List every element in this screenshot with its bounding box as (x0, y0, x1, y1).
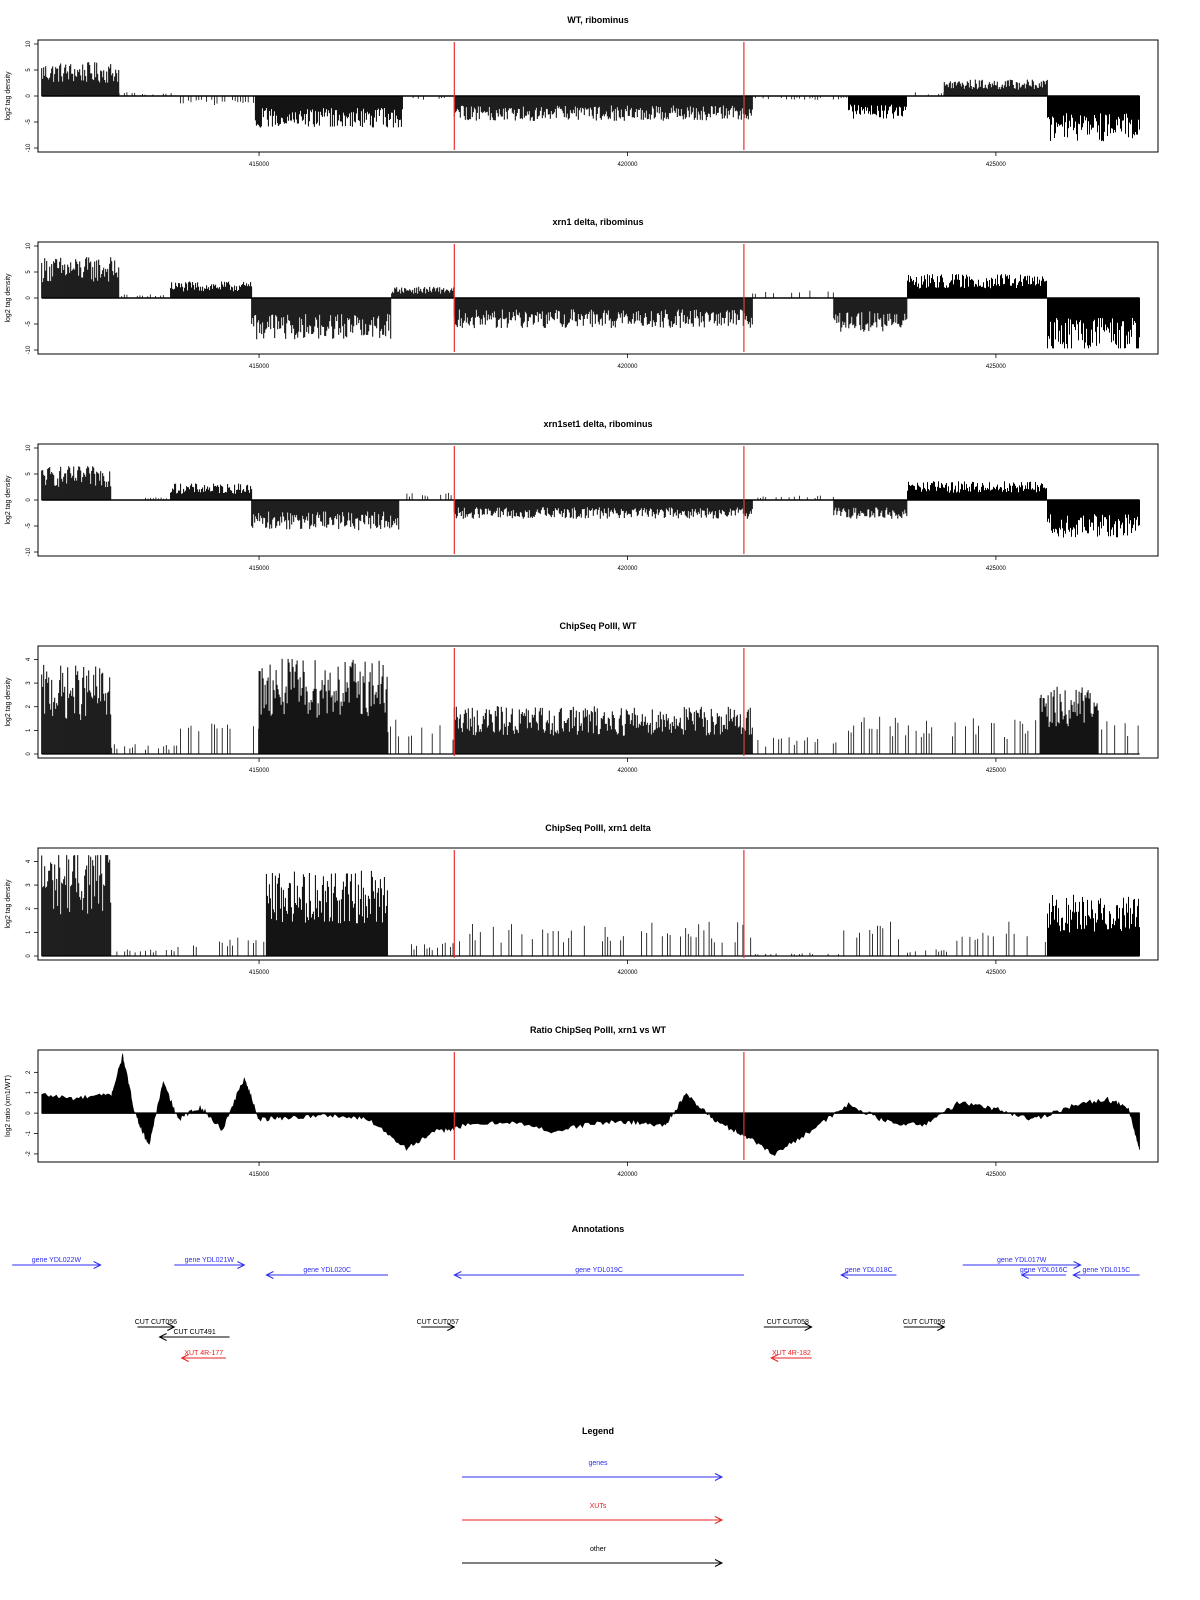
y-axis-label: log2 tag density (5, 677, 12, 727)
segment-2 (178, 938, 264, 956)
y-tick-label: 3 (26, 883, 32, 887)
feature-label: CUT CUT058 (766, 1319, 809, 1326)
segment-9 (957, 922, 1045, 956)
feature-label: CUT CUT059 (902, 1319, 946, 1326)
y-tick-label: 10 (26, 242, 32, 250)
segment-2 (171, 281, 252, 298)
y-tick-label: 2 (26, 705, 32, 709)
legend-entry-other (462, 1546, 722, 1567)
data-series (42, 659, 1138, 754)
y-tick-label: -1 (26, 1130, 32, 1137)
y-axis-label: log2 tag density (5, 475, 12, 525)
y-tick-label: 5 (26, 472, 32, 476)
x-tick-label: 415000 (249, 1172, 270, 1178)
legend-arrow (462, 1517, 722, 1524)
data-series (42, 855, 1140, 956)
x-tick-label: 415000 (249, 768, 270, 774)
feature-label: gene YDL018C (844, 1267, 893, 1274)
feature-gene (174, 1257, 244, 1269)
legend-label: genes (588, 1460, 608, 1467)
feature-xut (771, 1350, 812, 1362)
segment-10 (1048, 96, 1140, 141)
segment-7 (849, 717, 1036, 754)
segment-1 (117, 950, 174, 957)
y-tick-label: 5 (26, 68, 32, 72)
segment-9 (1048, 298, 1140, 348)
y-tick-label: 2 (26, 907, 32, 911)
feature-gene (841, 1267, 896, 1279)
x-tick-label: 420000 (617, 364, 638, 370)
plot-frame (38, 1050, 1158, 1162)
segment-5 (454, 298, 752, 328)
feature-other (417, 1319, 459, 1331)
y-tick-label: 0 (26, 1111, 32, 1115)
segment-6 (758, 737, 836, 754)
y-tick-label: -10 (26, 143, 32, 153)
x-tick-label: 420000 (617, 566, 638, 572)
segment-0 (42, 665, 111, 754)
y-tick-label: 0 (26, 752, 32, 756)
panel-title: xrn1set1 delta, ribominus (543, 419, 653, 429)
data-series (42, 1054, 1140, 1156)
x-tick-label: 420000 (617, 1172, 638, 1178)
legend-label: XUTs (589, 1503, 607, 1510)
y-tick-label: 10 (26, 444, 32, 452)
y-tick-label: 10 (26, 40, 32, 48)
y-tick-label: 4 (26, 657, 32, 662)
panel-title: xrn1 delta, ribominus (552, 217, 644, 227)
segment-8 (908, 481, 1047, 500)
panel-5 (5, 823, 1158, 976)
x-tick-label: 415000 (249, 364, 270, 370)
segment-0 (42, 257, 119, 298)
segment-8 (908, 274, 1047, 298)
annotations-title: Annotations (571, 1224, 625, 1234)
legend-label: other (590, 1546, 606, 1553)
panel-6 (5, 1025, 1158, 1178)
y-tick-label: -5 (26, 523, 32, 529)
x-tick-label: 425000 (985, 1172, 1006, 1178)
feature-label: CUT CUT491 (173, 1329, 216, 1336)
segment-5 (454, 500, 752, 519)
segment-4 (407, 493, 451, 500)
x-tick-label: 420000 (617, 162, 638, 168)
y-tick-label: 0 (26, 498, 32, 502)
segment-3 (252, 298, 391, 339)
legend-arrow (462, 1560, 722, 1567)
panel-title: Ratio ChipSeq PolII, xrn1 vs WT (529, 1025, 667, 1035)
segment-4 (392, 287, 454, 298)
segment-9 (1102, 721, 1138, 754)
y-tick-label: 3 (26, 681, 32, 685)
segment-0 (42, 466, 111, 500)
ratio-area (42, 1054, 1140, 1156)
feature-label: XUT 4R-182 (772, 1350, 811, 1357)
segment-2 (181, 96, 254, 105)
y-axis-label: log2 tag density (5, 273, 12, 323)
plot-frame (38, 848, 1158, 960)
segment-1 (112, 744, 177, 754)
feature-label: CUT CUT057 (416, 1319, 459, 1326)
feature-gene (12, 1257, 100, 1269)
y-tick-label: 1 (26, 728, 32, 733)
x-tick-label: 425000 (985, 970, 1006, 976)
segment-3 (252, 500, 399, 530)
feature-label: gene YDL020C (303, 1267, 352, 1274)
feature-gene (1073, 1267, 1139, 1279)
feature-gene (454, 1267, 744, 1279)
y-tick-label: 1 (26, 1091, 32, 1095)
y-axis-label: log2 tag density (5, 879, 12, 929)
segment-9 (1048, 500, 1140, 538)
feature-other (135, 1319, 177, 1331)
feature-other (903, 1319, 945, 1331)
segment-10 (1048, 895, 1140, 956)
segment-8 (908, 949, 947, 956)
feature-label: gene YDL022W (31, 1257, 82, 1264)
x-tick-label: 415000 (249, 162, 270, 168)
legend-title: Legend (581, 1426, 615, 1436)
segment-2 (181, 724, 259, 754)
legend (462, 1426, 722, 1567)
legend-entry-xut (462, 1503, 722, 1524)
y-tick-label: -5 (26, 321, 32, 327)
segment-4 (388, 720, 453, 754)
panel-2 (5, 217, 1158, 370)
feature-label: gene YDL019C (575, 1267, 623, 1274)
x-tick-label: 425000 (985, 768, 1006, 774)
feature-gene (1020, 1267, 1068, 1279)
data-series (42, 257, 1140, 348)
segment-5 (454, 706, 752, 754)
feature-label: gene YDL021W (184, 1257, 234, 1264)
y-axis-label: log2 ratio (xrn1/WT) (5, 1075, 12, 1137)
x-tick-label: 415000 (249, 970, 270, 976)
segment-7 (849, 96, 907, 119)
data-series (42, 62, 1140, 141)
segment-3 (259, 659, 387, 754)
feature-xut (182, 1350, 226, 1362)
panel-3 (5, 419, 1158, 572)
feature-other (764, 1319, 812, 1331)
y-tick-label: 0 (26, 296, 32, 300)
segment-4 (411, 943, 453, 956)
feature-label: gene YDL016C (1019, 1267, 1068, 1274)
y-tick-label: 5 (26, 270, 32, 274)
panel-4 (5, 621, 1158, 774)
y-tick-label: 0 (26, 954, 32, 958)
y-tick-label: 0 (26, 94, 32, 98)
y-tick-label: 4 (26, 859, 32, 864)
segment-7 (834, 298, 907, 332)
feature-gene (266, 1267, 388, 1279)
panel-1 (5, 15, 1158, 168)
y-tick-label: -5 (26, 119, 32, 125)
segment-7 (844, 922, 899, 956)
panel-title: ChipSeq PolII, xrn1 delta (545, 823, 651, 833)
legend-entry-gene (462, 1460, 722, 1481)
segment-5 (454, 96, 752, 121)
segment-9 (944, 80, 1047, 96)
data-series (42, 466, 1140, 537)
x-tick-label: 425000 (985, 364, 1006, 370)
segment-2 (171, 484, 252, 501)
y-tick-label: 2 (26, 1070, 32, 1075)
x-tick-label: 420000 (617, 970, 638, 976)
feature-other (160, 1329, 230, 1341)
feature-label: CUT CUT056 (134, 1319, 178, 1326)
feature-label: XUT 4R-177 (184, 1350, 224, 1357)
x-tick-label: 425000 (985, 566, 1006, 572)
y-tick-label: -2 (26, 1151, 32, 1157)
segment-5 (460, 922, 751, 956)
segment-7 (834, 500, 907, 519)
segment-6 (753, 291, 834, 298)
annotations-track (12, 1224, 1139, 1362)
segment-8 (1040, 687, 1098, 754)
feature-label: gene YDL015C (1082, 1267, 1131, 1274)
segment-0 (42, 855, 111, 956)
y-tick-label: 1 (26, 930, 32, 935)
legend-arrow (462, 1474, 722, 1481)
panel-title: WT, ribominus (567, 15, 629, 25)
x-tick-label: 415000 (249, 566, 270, 572)
y-tick-label: -10 (26, 345, 32, 355)
panel-title: ChipSeq PolII, WT (559, 621, 637, 631)
feature-label: gene YDL017W (997, 1257, 1047, 1264)
x-tick-label: 420000 (617, 768, 638, 774)
x-tick-label: 425000 (985, 162, 1006, 168)
segment-0 (42, 62, 119, 96)
y-tick-label: -10 (26, 547, 32, 557)
segment-3 (255, 96, 402, 128)
y-axis-label: log2 tag density (5, 71, 12, 121)
segment-3 (266, 871, 387, 956)
